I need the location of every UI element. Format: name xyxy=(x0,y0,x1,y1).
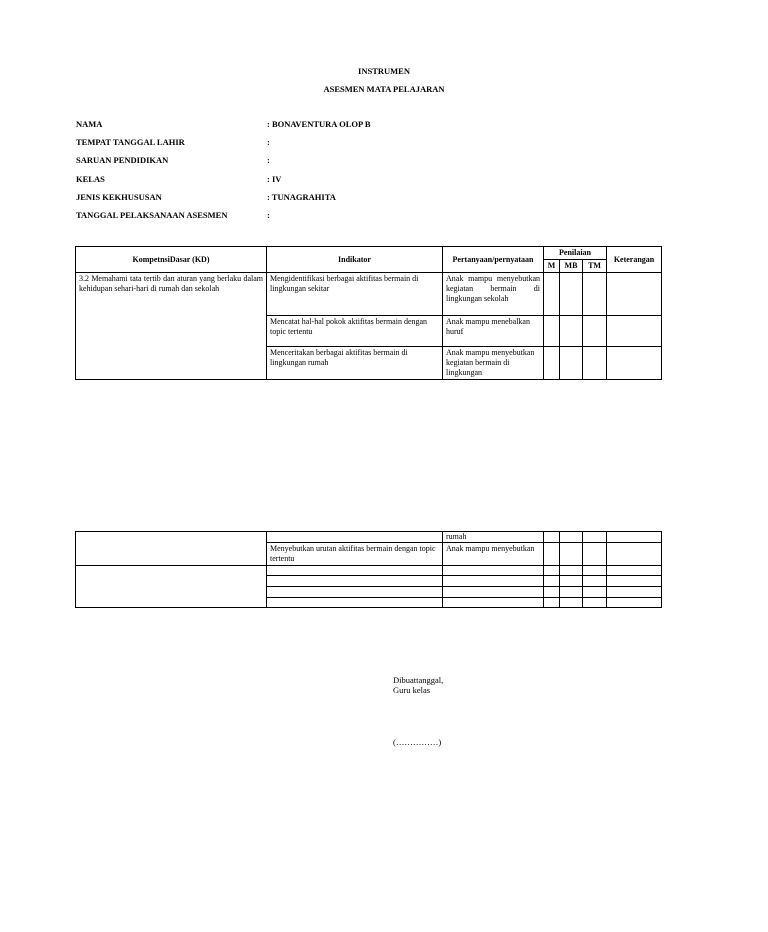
identity-value-kelas: : IV xyxy=(267,174,282,184)
score-tm-cell[interactable] xyxy=(583,587,607,598)
indikator-cell: Mencatat hal-hal pokok aktifitas bermain dengan topic tertentu xyxy=(267,316,443,347)
identity-value-ttl: : xyxy=(267,137,270,147)
keterangan-cell[interactable] xyxy=(607,273,662,316)
header-penilaian: Penilaian xyxy=(544,247,607,260)
table-row xyxy=(76,532,662,543)
score-tm-cell[interactable] xyxy=(583,576,607,587)
score-m-cell[interactable] xyxy=(544,532,560,543)
indikator-cell: Mengidentifikasi berbagai aktifitas bermain di lingkungan sekitar xyxy=(267,273,443,316)
keterangan-cell[interactable] xyxy=(607,587,662,598)
identity-value-nama: : BONAVENTURA OLOP B xyxy=(267,119,371,129)
header-kd: KompetnsiDasar (KD) xyxy=(76,247,267,273)
keterangan-cell[interactable] xyxy=(607,598,662,608)
identity-label-satuan: SARUAN PENDIDIKAN xyxy=(76,155,169,165)
table-row xyxy=(76,566,662,576)
identity-value-kekhususan: : TUNAGRAHITA xyxy=(267,192,336,202)
pertanyaan-cell[interactable] xyxy=(443,598,544,608)
score-tm-cell[interactable] xyxy=(583,566,607,576)
header-tm: TM xyxy=(583,260,607,273)
table-row xyxy=(76,273,662,316)
kd-cell xyxy=(76,566,267,608)
score-mb-cell[interactable] xyxy=(560,576,583,587)
keterangan-cell[interactable] xyxy=(607,566,662,576)
identity-value-satuan: : xyxy=(267,155,270,165)
indikator-cell xyxy=(267,532,443,543)
pertanyaan-cell[interactable] xyxy=(443,587,544,598)
score-m-cell[interactable] xyxy=(544,598,560,608)
indikator-cell[interactable] xyxy=(267,566,443,576)
score-m-cell[interactable] xyxy=(544,347,560,380)
header-pertanyaan: Pertanyaan/pernyataan xyxy=(443,247,544,273)
score-tm-cell[interactable] xyxy=(583,532,607,543)
score-m-cell[interactable] xyxy=(544,576,560,587)
score-m-cell[interactable] xyxy=(544,316,560,347)
keterangan-cell[interactable] xyxy=(607,576,662,587)
pertanyaan-cell: rumah xyxy=(443,532,544,543)
identity-label-kelas: KELAS xyxy=(76,174,105,184)
identity-label-nama: NAMA xyxy=(76,119,103,129)
keterangan-cell[interactable] xyxy=(607,543,662,566)
score-mb-cell[interactable] xyxy=(560,566,583,576)
indikator-cell: Menyebutkan urutan aktifitas bermain dengan topic tertentu xyxy=(267,543,443,566)
pertanyaan-cell: Anak mampu menyebutkan xyxy=(443,543,544,566)
score-mb-cell[interactable] xyxy=(560,587,583,598)
indikator-cell[interactable] xyxy=(267,598,443,608)
score-tm-cell[interactable] xyxy=(583,543,607,566)
header-mb: MB xyxy=(560,260,583,273)
indikator-cell: Menceritakan berbagai aktifitas bermain di lingkungan rumah xyxy=(267,347,443,380)
score-mb-cell[interactable] xyxy=(560,598,583,608)
header-m: M xyxy=(544,260,560,273)
pertanyaan-cell: Anak mampu menyebutkan kegiatan bermain di lingkungan xyxy=(443,347,544,380)
score-tm-cell[interactable] xyxy=(583,316,607,347)
score-mb-cell[interactable] xyxy=(560,543,583,566)
pertanyaan-cell[interactable] xyxy=(443,576,544,587)
signature-role-label: Guru kelas xyxy=(393,685,431,695)
identity-value-tanggal: : xyxy=(267,210,270,220)
score-tm-cell[interactable] xyxy=(583,347,607,380)
document-subtitle: ASESMEN MATA PELAJARAN xyxy=(323,84,445,94)
signature-date-label: Dibuattanggal, xyxy=(393,675,444,685)
keterangan-cell[interactable] xyxy=(607,316,662,347)
keterangan-cell[interactable] xyxy=(607,532,662,543)
score-mb-cell[interactable] xyxy=(560,347,583,380)
score-m-cell[interactable] xyxy=(544,543,560,566)
header-keterangan: Keterangan xyxy=(607,247,662,273)
document-title: INSTRUMEN xyxy=(358,66,410,76)
identity-label-kekhususan: JENIS KEKHUSUSAN xyxy=(76,192,162,202)
score-m-cell[interactable] xyxy=(544,273,560,316)
score-mb-cell[interactable] xyxy=(560,532,583,543)
score-mb-cell[interactable] xyxy=(560,273,583,316)
assessment-table xyxy=(75,246,662,380)
score-m-cell[interactable] xyxy=(544,587,560,598)
identity-label-ttl: TEMPAT TANGGAL LAHIR xyxy=(76,137,185,147)
indikator-cell[interactable] xyxy=(267,576,443,587)
pertanyaan-cell: Anak mampu menyebutkan kegiatan bermain di lingkungan sekolah xyxy=(443,273,544,316)
kd-cell xyxy=(76,532,267,566)
score-m-cell[interactable] xyxy=(544,566,560,576)
pertanyaan-cell[interactable] xyxy=(443,566,544,576)
pertanyaan-cell: Anak mampu menebalkan huruf xyxy=(443,316,544,347)
score-tm-cell[interactable] xyxy=(583,598,607,608)
signature-name-placeholder[interactable]: (……………) xyxy=(393,737,442,747)
identity-label-tanggal: TANGGAL PELAKSANAAN ASESMEN xyxy=(76,210,228,220)
indikator-cell[interactable] xyxy=(267,587,443,598)
score-tm-cell[interactable] xyxy=(583,273,607,316)
keterangan-cell[interactable] xyxy=(607,347,662,380)
kd-cell: 3.2 Memahami tata tertib dan aturan yang berlaku dalam kehidupan sehari-hari di rumah dan sekolah xyxy=(76,273,267,380)
score-mb-cell[interactable] xyxy=(560,316,583,347)
assessment-table-continued xyxy=(75,531,662,608)
header-indikator: Indikator xyxy=(267,247,443,273)
